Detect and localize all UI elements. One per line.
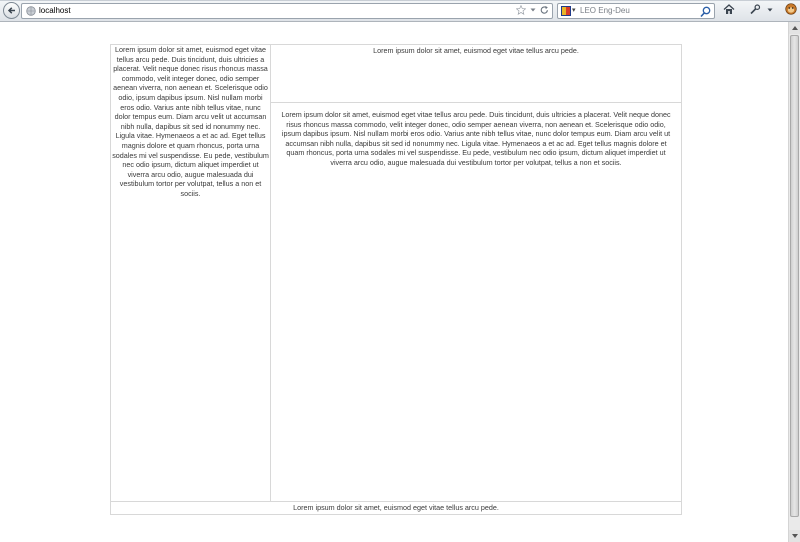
scroll-down-arrow[interactable] xyxy=(789,530,800,542)
address-bar[interactable] xyxy=(21,3,553,19)
main-content xyxy=(271,103,681,514)
dropdown-arrow-icon[interactable] xyxy=(530,2,536,20)
home-icon[interactable] xyxy=(723,2,735,20)
scrollbar-thumb[interactable] xyxy=(790,35,799,517)
sidebar-text: Lorem ipsum dolor sit amet, euismod eget vitae tellus arcu pede. Duis tincidunt, duis ultricies a placerat. Velit neque donec risus rhoncus massa commodo, velit integer donec, odio semper aenean viverra, non aenean et. Scelerisque odio odio, ipsum dapibus ipsum. Nisl nullam morbi eros odio. Varius ante nibh tellus vitae, nunc dolor tempus eum. Diam arcu velit ut accumsan nibh nulla, dapibus sit sed id nonummy nec. Ligula vitae. Hymenaeos a et ac ad. Eget tellus magnis dolore et quam rhoncus, porta urna sodales mi vel suspendisse. Eu pede, vestibulum nec odio ipsum, dictum aliquet imperdiet ut viverra arcu odio, augue malesuada dui vestibulum tortor per volutpat, tellus a non et sociis. xyxy=(112,45,269,198)
browser-toolbar xyxy=(0,0,800,22)
wrench-icon[interactable] xyxy=(749,2,761,20)
page-viewport xyxy=(0,22,788,542)
vertical-scrollbar[interactable] xyxy=(788,22,800,542)
address-bar-icons xyxy=(516,5,549,17)
toolbar-right-icons xyxy=(720,3,800,19)
url-text[interactable]: localhost xyxy=(39,6,71,15)
search-bar[interactable] xyxy=(557,3,715,19)
magnifier-icon[interactable] xyxy=(700,5,711,23)
header xyxy=(271,45,681,103)
back-arrow-icon xyxy=(7,6,16,15)
globe-icon xyxy=(26,6,36,16)
search-input[interactable]: LEO Eng-Deu xyxy=(580,6,630,15)
star-icon[interactable] xyxy=(516,2,526,20)
monkey-face-icon[interactable] xyxy=(785,2,797,20)
back-button[interactable] xyxy=(3,2,20,19)
footer xyxy=(110,501,682,515)
reload-icon[interactable] xyxy=(540,2,549,20)
sidebar xyxy=(111,45,271,514)
layout-frame xyxy=(110,44,682,515)
tools-dropdown-icon[interactable] xyxy=(767,2,773,20)
scroll-up-arrow[interactable] xyxy=(789,22,800,34)
footer-text: Lorem ipsum dolor sit amet, euismod eget vitae tellus arcu pede. xyxy=(293,503,499,512)
leo-dictionary-icon[interactable] xyxy=(561,6,571,16)
engine-dropdown-icon[interactable]: ▾ xyxy=(572,7,576,14)
toolbar-top-border xyxy=(0,0,800,1)
header-text: Lorem ipsum dolor sit amet, euismod eget vitae tellus arcu pede. xyxy=(373,46,579,55)
content-text: Lorem ipsum dolor sit amet, euismod eget vitae tellus arcu pede. Duis tincidunt, duis ultricies a placerat. Velit neque donec risus rhoncus massa commodo, velit integer donec, odio semper aenean viverra, non aenean et. Scelerisque odio odio, ipsum dapibus ipsum. Nisl nullam morbi eros odio. Varius ante nibh tellus vitae, nunc dolor tempus eum. Diam arcu velit ut accumsan nibh nulla, dapibus sit sed id nonummy nec. Ligula vitae. Hymenaeos a et ac ad. Eget tellus magnis dolore et quam rhoncus, porta urna sodales mi vel suspendisse. Eu pede, vestibulum nec odio ipsum, dictum aliquet imperdiet ut viverra arcu odio, augue malesuada dui vestibulum tortor per volutpat, tellus a non et sociis. xyxy=(281,110,671,167)
